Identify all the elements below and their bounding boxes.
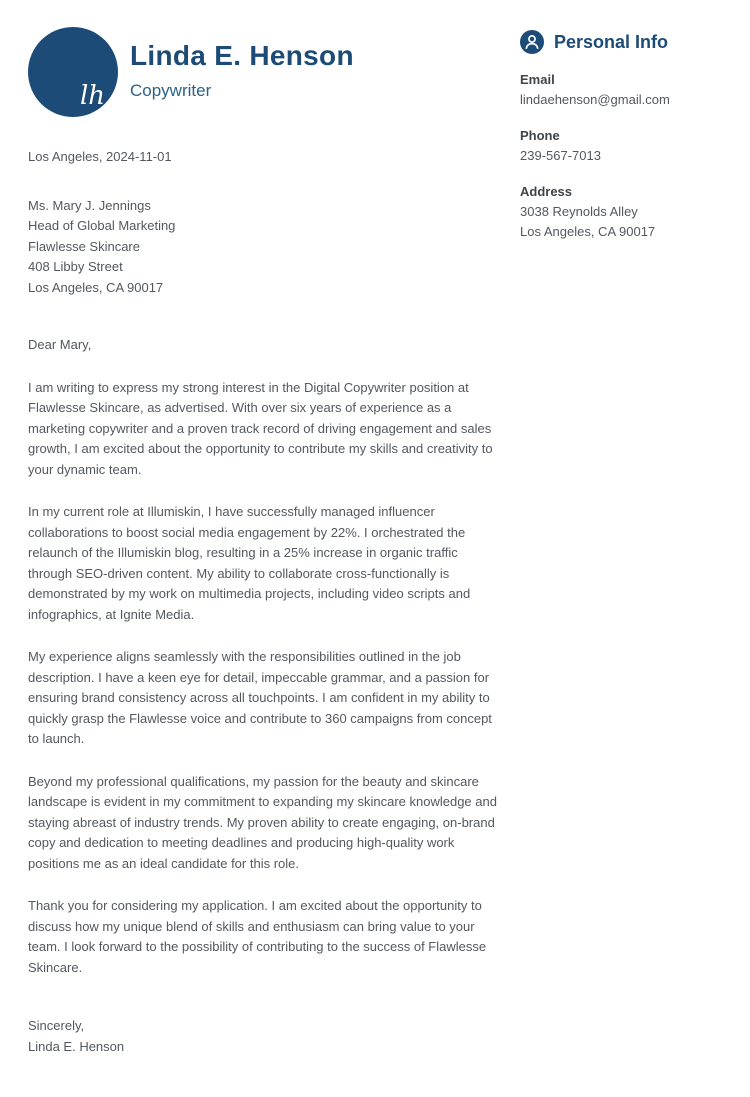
address-value-line1: 3038 Reynolds Alley (520, 204, 638, 219)
phone-label: Phone (520, 128, 560, 143)
email-label: Email (520, 72, 555, 87)
sidebar (520, 27, 722, 1057)
recipient-company: Flawlesse Skincare (28, 238, 140, 254)
address-value-line2: Los Angeles, CA 90017 (520, 224, 656, 239)
paragraph-2: In my current role at Illumiskin, I have successfully managed influencer collaborations to boost social media engagement by 22%. I orchestrated the relaunch of the Illumiskin blog, resulting in a 25% increase in organic traffic through SEO-driven content. My ability to collaborate cross-functionally is demonstrated by my work on multimedia projects, including video scripts and infographics, at Ignite Media. (28, 504, 471, 622)
recipient-city: Los Angeles, CA 90017 (28, 279, 164, 295)
salutation: Dear Mary, (28, 337, 92, 352)
phone-value: 239-567-7013 (520, 148, 601, 163)
signature: Linda E. Henson (28, 1038, 125, 1054)
info-group-email (520, 70, 722, 110)
letter-header (28, 27, 500, 117)
email-value: lindaehenson@gmail.com (520, 92, 670, 107)
recipient-street: 408 Libby Street (28, 259, 123, 274)
main-column (28, 27, 500, 1057)
info-group-address (520, 182, 722, 242)
letter-body (28, 147, 500, 1057)
info-group-phone (520, 126, 722, 166)
job-title: Copywriter (130, 80, 212, 100)
date-line: Los Angeles, 2024-11-01 (28, 149, 172, 164)
recipient-role: Head of Global Marketing (28, 218, 176, 233)
header-text (130, 27, 354, 101)
closing-block (28, 1016, 500, 1057)
recipient-block (28, 196, 500, 299)
person-circle-icon (520, 30, 544, 54)
avatar-initials: lh (79, 81, 105, 111)
paragraph-5: Thank you for considering my application. I am excited about the opportunity to discuss how my unique blend of skills and enthusiasm can bring value to your team. I look forward to the possibility of contributing to the success of Flawlesse Skincare. (28, 898, 487, 975)
personal-info-header (520, 30, 722, 54)
paragraph-4: Beyond my professional qualifications, my passion for the beauty and skincare landscape is evident in my commitment to expanding my skincare knowledge and staying abreast of industry trends. My proven ability to create engaging, on-brand copy and dedication to meeting deadlines and producing high-quality work positions me as an ideal candidate for this role. (28, 773, 497, 871)
paragraph-3: My experience aligns seamlessly with the responsibilities outlined in the job description. I have a keen eye for detail, impeccable grammar, and a passion for ensuring brand consistency across all touchpoints. I am confident in my ability to quickly grasp the Flawlesse voice and contribute to 360 campaigns from concept to launch. (28, 649, 492, 746)
closing: Sincerely, (28, 1018, 85, 1033)
paragraph-1: I am writing to express my strong interest in the Digital Copywriter position at Flawlesse Skincare, as advertised. With over six years of experience as a marketing copywriter and a proven track record of driving engagement and sales growth, I am excited about the opportunity to contribute my skills and creativity to your dynamic team. (28, 379, 493, 477)
address-label: Address (520, 184, 573, 199)
avatar (28, 27, 118, 117)
page-title: Linda E. Henson (130, 40, 354, 71)
personal-info-title: Personal Info (554, 31, 669, 52)
recipient-name: Ms. Mary J. Jennings (28, 197, 151, 213)
